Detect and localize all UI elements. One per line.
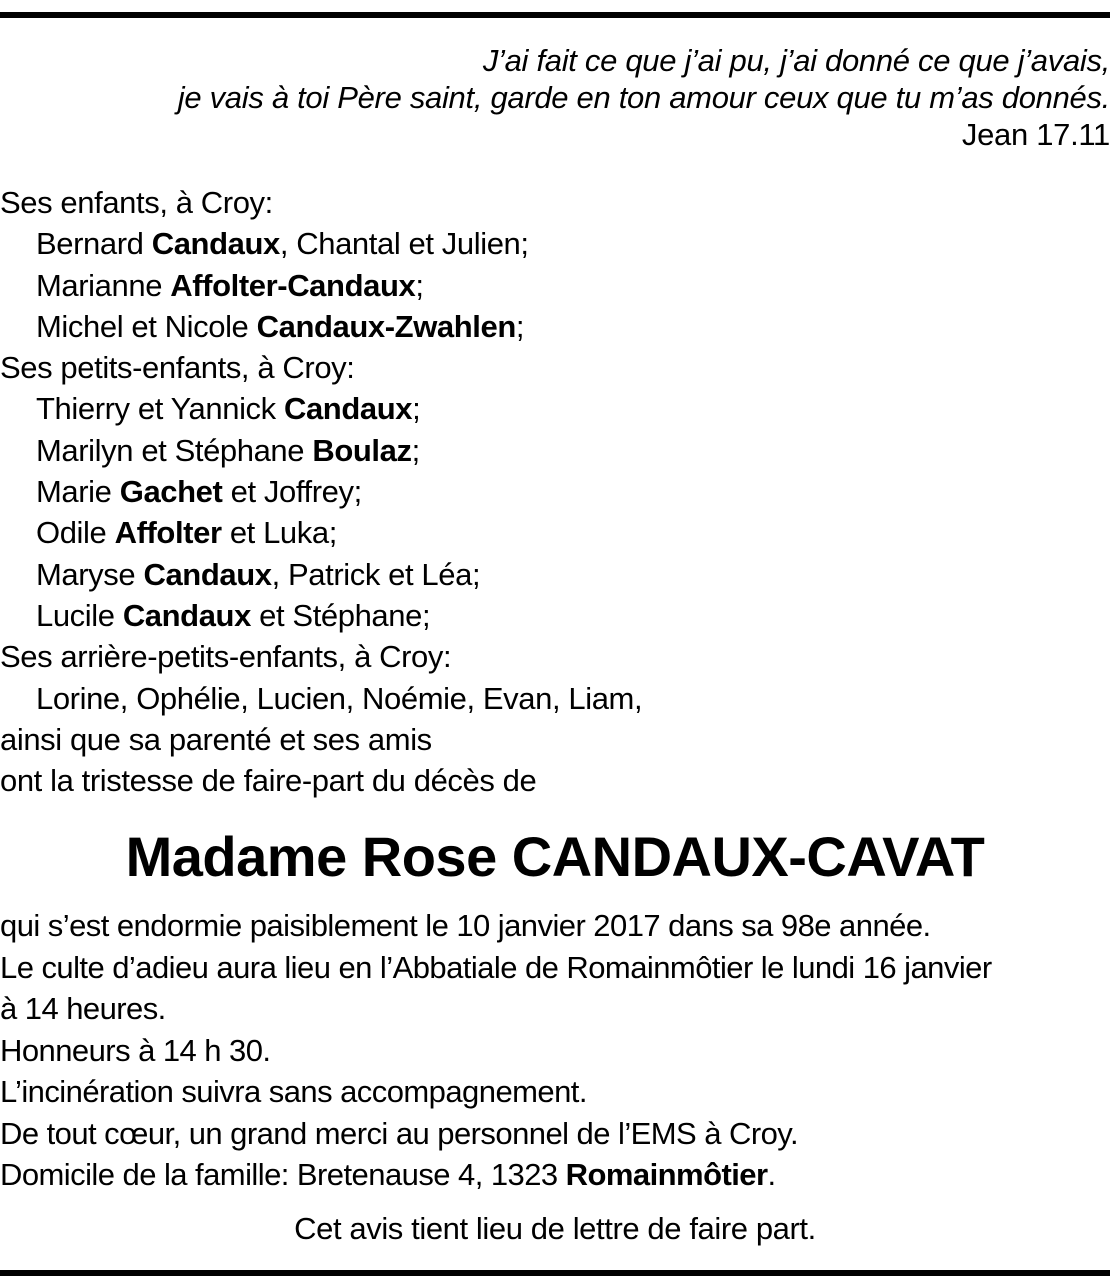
family-entry [0, 223, 1110, 264]
entry-surname: Boulaz [312, 432, 412, 468]
entry-surname: Candaux [143, 556, 272, 592]
children-heading: Ses enfants, à Croy: [0, 185, 273, 220]
entry-surname: Candaux [122, 597, 251, 633]
entry-surname: Affolter-Candaux [170, 267, 416, 303]
announcement-line: ont la tristesse de faire-part du décès de [0, 763, 537, 799]
entry-prefix: Michel et Nicole [36, 308, 257, 344]
family-entry [0, 430, 1110, 471]
family-entry [0, 471, 1110, 512]
great-grandchildren-names: Lorine, Ophélie, Lucien, Noémie, Evan, Liam, [36, 680, 643, 716]
detail-line: Honneurs à 14 h 30. [0, 1032, 271, 1068]
address-town: Romainmôtier [565, 1157, 768, 1192]
family-list [0, 182, 1110, 801]
entry-prefix: Marilyn et Stéphane [36, 432, 313, 468]
family-address [0, 1154, 1110, 1196]
entry-surname: Candaux-Zwahlen [256, 308, 516, 344]
top-rule [0, 12, 1110, 18]
entry-suffix: et Luka; [221, 515, 337, 551]
closing-note: Cet avis tient lieu de lettre de faire part. [294, 1211, 816, 1246]
funeral-details [0, 905, 1110, 1196]
entry-prefix: Marianne [36, 267, 171, 303]
entry-surname: Candaux [151, 226, 280, 262]
grandchildren-heading: Ses petits-enfants, à Croy: [0, 350, 355, 386]
entry-suffix: ; [412, 391, 421, 427]
detail-line: L’incinération suivra sans accompagnement. [0, 1074, 587, 1109]
entry-suffix: , Patrick et Léa; [271, 556, 481, 592]
quote-line-2: je vais à toi Père saint, garde en ton amour ceux que tu m’as donnés. [177, 80, 1110, 115]
entry-suffix: ; [515, 308, 525, 344]
bible-quote [0, 42, 1110, 153]
family-entry [0, 512, 1110, 553]
detail-line: Le culte d’adieu aura lieu en l’Abbatiale de Romainmôtier le lundi 16 janvier [0, 949, 992, 985]
quote-reference: Jean 17.11 [961, 117, 1110, 152]
family-entry [0, 595, 1110, 636]
detail-line: De tout cœur, un grand merci au personnel de l’EMS à Croy. [0, 1115, 799, 1151]
relatives-line: ainsi que sa parenté et ses amis [0, 721, 432, 757]
detail-line: qui s’est endormie paisiblement le 10 janvier 2017 dans sa 98e année. [0, 908, 931, 943]
entry-suffix: , Chantal et Julien; [279, 226, 529, 262]
bottom-rule [0, 1270, 1110, 1276]
family-entry [0, 265, 1110, 306]
entry-prefix: Maryse [36, 556, 144, 592]
family-entry [0, 388, 1110, 429]
deceased-name: Madame Rose CANDAUX-CAVAT [125, 825, 985, 888]
entry-suffix: et Joffrey; [222, 474, 362, 510]
detail-line: à 14 heures. [0, 991, 166, 1026]
quote-line-1: J’ai fait ce que j’ai pu, j’ai donné ce que j’avais, [482, 43, 1110, 78]
entry-suffix: ; [415, 267, 424, 303]
entry-surname: Gachet [119, 474, 223, 510]
entry-surname: Candaux [283, 391, 413, 427]
entry-suffix: ; [411, 432, 420, 468]
entry-prefix: Lucile [36, 597, 123, 633]
address-suffix: . [767, 1157, 776, 1192]
family-entry [0, 306, 1110, 347]
great-grandchildren-heading: Ses arrière-petits-enfants, à Croy: [0, 639, 452, 675]
family-entry [0, 554, 1110, 595]
entry-suffix: et Stéphane; [250, 597, 431, 633]
entry-prefix: Marie [36, 474, 120, 510]
entry-prefix: Bernard [36, 226, 152, 262]
entry-prefix: Thierry et Yannick [36, 391, 284, 427]
address-text: Domicile de la famille: Bretenause 4, 1323 [0, 1157, 566, 1192]
entry-prefix: Odile [36, 515, 115, 551]
entry-surname: Affolter [114, 515, 222, 551]
